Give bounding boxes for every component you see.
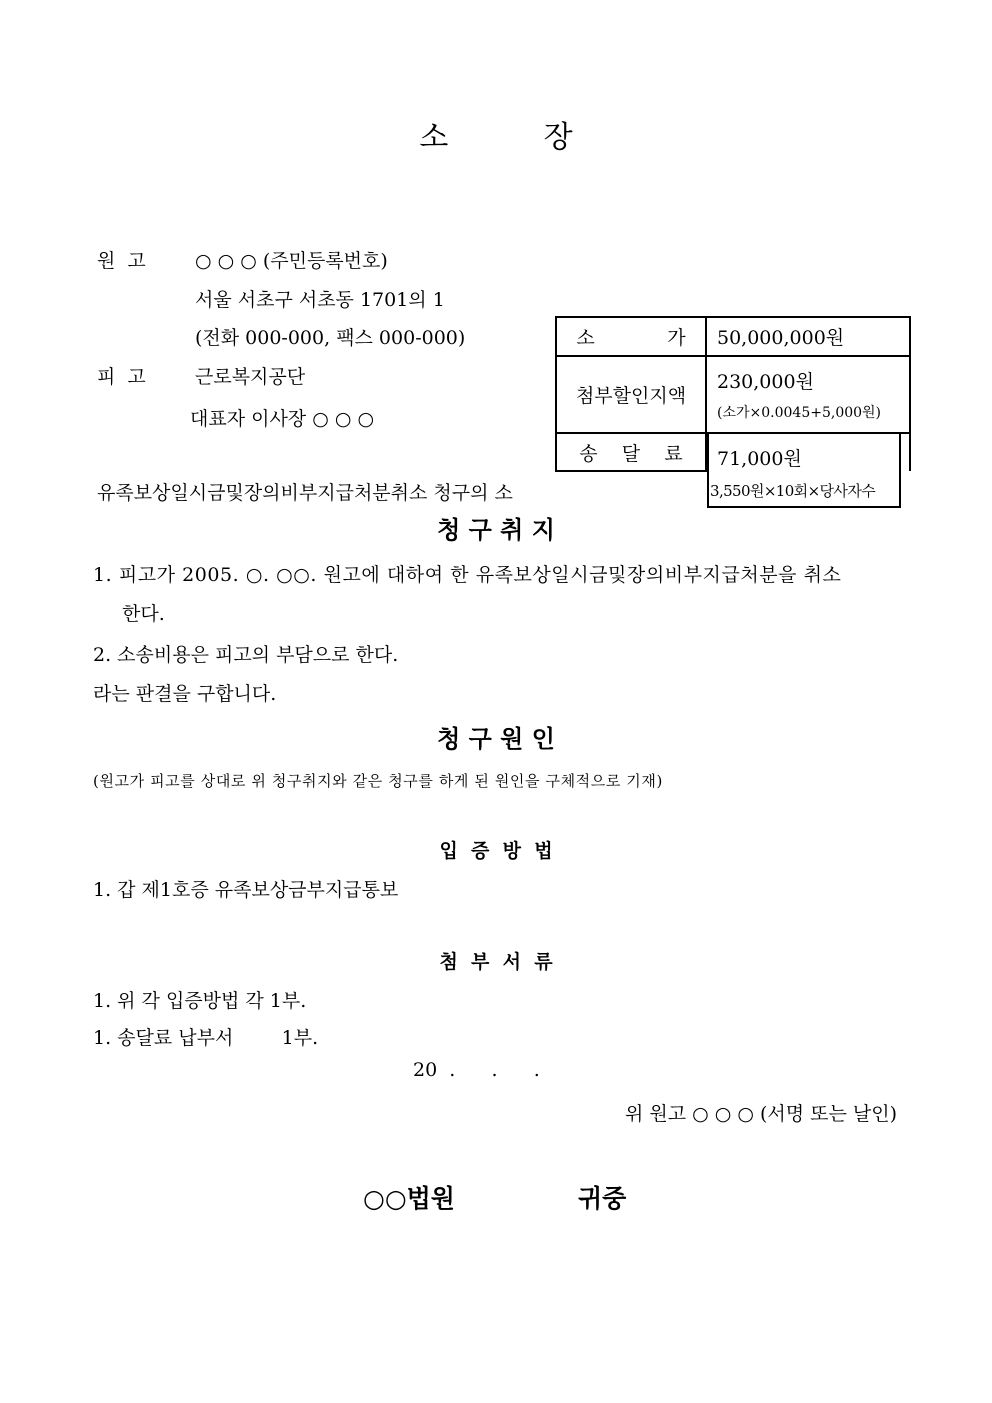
fee-value-amount: 50,000,000원 — [706, 317, 910, 356]
fee-value-stamp: 230,000원 (소가×0.0045+5,000원) — [706, 356, 910, 433]
fee-label-amount: 소 가 — [556, 317, 706, 356]
cause-heading: 청 구 원 인 — [437, 724, 555, 753]
evidence-item: 1. 갑 제1호증 유족보상금부지급통보 — [93, 879, 399, 901]
attachments-heading: 첨 부 서 류 — [439, 951, 553, 973]
claim-item-2: 2. 소송비용은 피고의 부담으로 한다. — [93, 644, 399, 666]
plaintiff-contact: (전화 000-000, 팩스 000-000) — [195, 327, 466, 349]
plaintiff-label: 원 고 — [97, 250, 146, 272]
evidence-heading: 입 증 방 법 — [439, 840, 553, 862]
claim-item-1: 1. 피고가 2005. ○. ○○. 원고에 대하여 한 유족보상일시금및장의비부지급처분을 취소 — [93, 564, 842, 586]
signature-line: 위 원고 ○ ○ ○ (서명 또는 날인) — [624, 1103, 897, 1125]
attachment-item-2: 1. 송달료 납부서 1부. — [93, 1027, 319, 1049]
claim-heading: 청 구 취 지 — [437, 515, 555, 544]
defendant-label: 피 고 — [97, 366, 146, 388]
plaintiff-name: ○ ○ ○ (주민등록번호) — [195, 250, 388, 272]
document-title: 소 장 — [419, 120, 573, 155]
fee-label-stamp: 첨부할인지액 — [556, 356, 706, 433]
defendant-representative: 대표자 이사장 ○ ○ ○ — [190, 408, 375, 430]
cause-note: (원고가 피고를 상대로 위 청구취지와 같은 청구를 하게 된 원인을 구체적으로 기재) — [93, 772, 663, 790]
date-line: 20 . . . — [413, 1059, 540, 1081]
claim-closing: 라는 판결을 구합니다. — [93, 683, 277, 705]
fee-value-service: 71,000원 — [706, 433, 910, 471]
court-name: ○○법원 — [363, 1184, 455, 1213]
claim-item-1-cont: 한다. — [122, 603, 165, 625]
fee-stamp-formula: (소가×0.0045+5,000원) — [717, 405, 882, 421]
defendant-name: 근로복지공단 — [195, 366, 306, 388]
court-suffix: 귀중 — [578, 1184, 627, 1213]
fee-service-formula: 3,550원×10회×당사자수 — [710, 482, 876, 500]
case-name: 유족보상일시금및장의비부지급처분취소 청구의 소 — [97, 482, 513, 504]
fee-label-service: 송 달 료 — [556, 433, 706, 471]
attachment-item-1: 1. 위 각 입증방법 각 1부. — [93, 990, 307, 1012]
plaintiff-address: 서울 서초구 서초동 1701의 1 — [195, 289, 445, 311]
